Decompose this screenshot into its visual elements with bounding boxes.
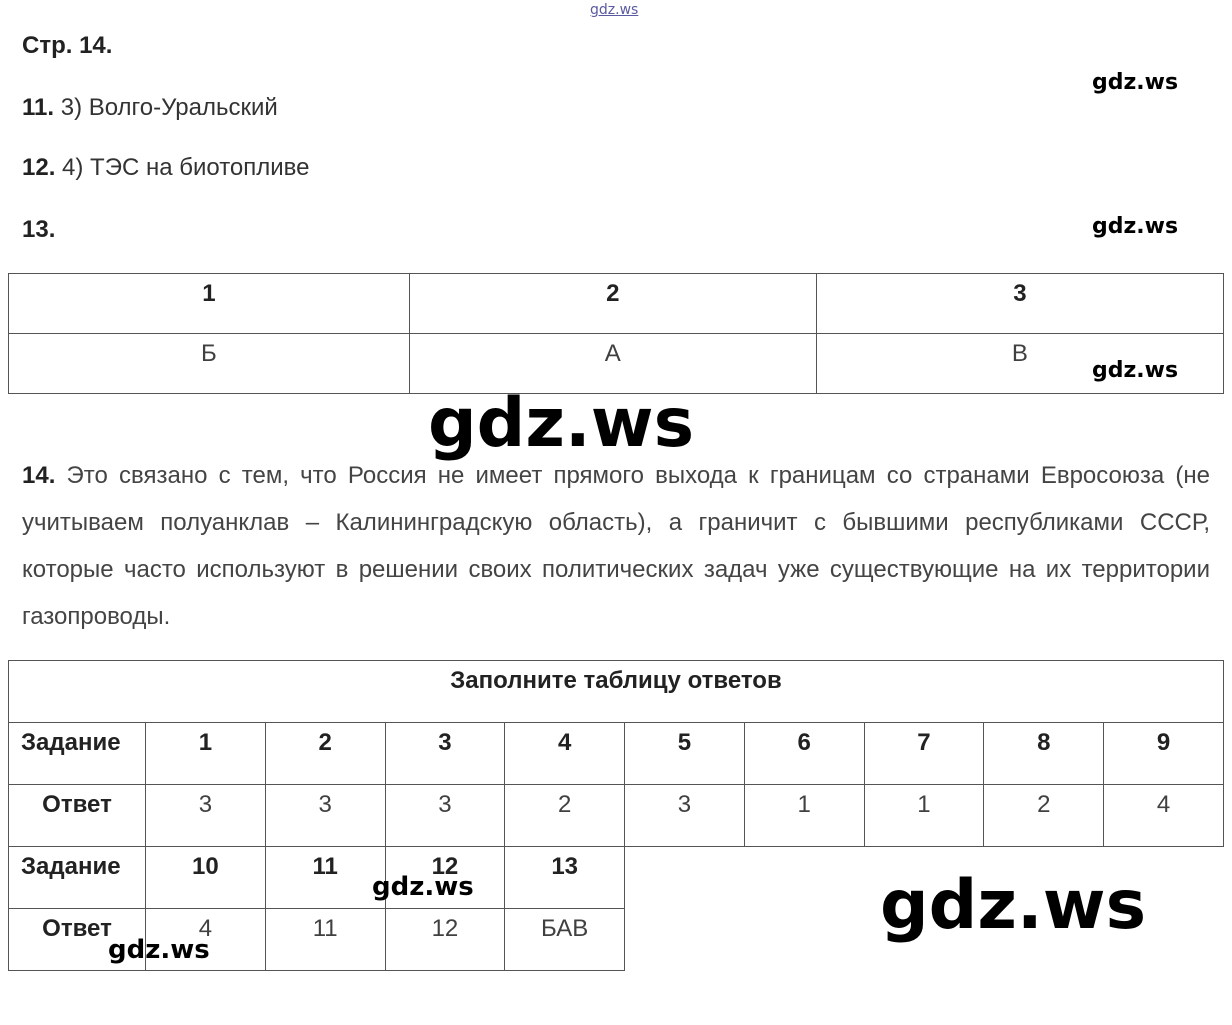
watermark: gdz.ws [372, 872, 474, 902]
watermark: gdz.ws [1092, 358, 1179, 383]
task-number: 5 [625, 723, 745, 785]
answer-value: 4 [146, 909, 266, 971]
table-cell: А [409, 334, 816, 394]
answer-12: 12. 4) ТЭС на биотопливе [22, 154, 310, 181]
task-number: 11 [265, 847, 385, 909]
answer-value: 3 [385, 785, 505, 847]
page-label: Стр. 14. [22, 32, 113, 59]
table-13 [8, 273, 1224, 394]
table-row [9, 785, 1224, 847]
answer-value: 3 [146, 785, 266, 847]
answer-13-label: 13. [22, 216, 56, 243]
task-number: 3 [385, 723, 505, 785]
table-row [9, 334, 1224, 394]
watermark-top[interactable]: gdz.ws [590, 2, 639, 18]
task-number: 10 [146, 847, 266, 909]
task-number: 6 [744, 723, 864, 785]
task-number: 13 [505, 847, 625, 909]
task-label: Задание [9, 723, 146, 785]
task-number: 1 [146, 723, 266, 785]
table-cell: В [816, 334, 1223, 394]
answer-label: Ответ [9, 909, 146, 971]
watermark: gdz.ws [1092, 70, 1179, 95]
answer-value: 1 [744, 785, 864, 847]
answer-value: 2 [505, 785, 625, 847]
task-number: 7 [864, 723, 984, 785]
answer-value: 3 [625, 785, 745, 847]
watermark: gdz.ws [1092, 214, 1179, 239]
table-cell: Б [9, 334, 410, 394]
task-label: Задание [9, 847, 146, 909]
answer-value: 11 [265, 909, 385, 971]
answer-value: БАВ [505, 909, 625, 971]
answer-value: 12 [385, 909, 505, 971]
answer-label: Ответ [9, 785, 146, 847]
answer-table-title: Заполните таблицу ответов [9, 661, 1224, 723]
task-number: 4 [505, 723, 625, 785]
answer-value: 2 [984, 785, 1104, 847]
watermark-large: gdz.ws [428, 384, 695, 463]
table-header-cell: 1 [9, 274, 410, 334]
task-number: 12 [385, 847, 505, 909]
answer-value: 1 [864, 785, 984, 847]
task-number: 8 [984, 723, 1104, 785]
table-header-cell: 2 [409, 274, 816, 334]
answer-value: 4 [1104, 785, 1224, 847]
table-title-row [9, 661, 1224, 723]
table-header-cell: 3 [816, 274, 1223, 334]
answer-14-paragraph: 14. Это связано с тем, что Россия не имеет прямого выхода к границам со странами Евросоюза (не учитываем полуанклав – Калининградскую область), а граничит с бывшими республиками СССР, которые часто используют в решении своих политических задач уже существующие на их территории газопроводы. [22, 462, 1210, 630]
watermark-large: gdz.ws [880, 866, 1147, 945]
task-number: 9 [1104, 723, 1224, 785]
answer-11: 11. 3) Волго-Уральский [22, 94, 278, 121]
answer-value: 3 [265, 785, 385, 847]
table-row [9, 723, 1224, 785]
task-number: 2 [265, 723, 385, 785]
watermark: gdz.ws [108, 935, 210, 965]
table-row [9, 274, 1224, 334]
